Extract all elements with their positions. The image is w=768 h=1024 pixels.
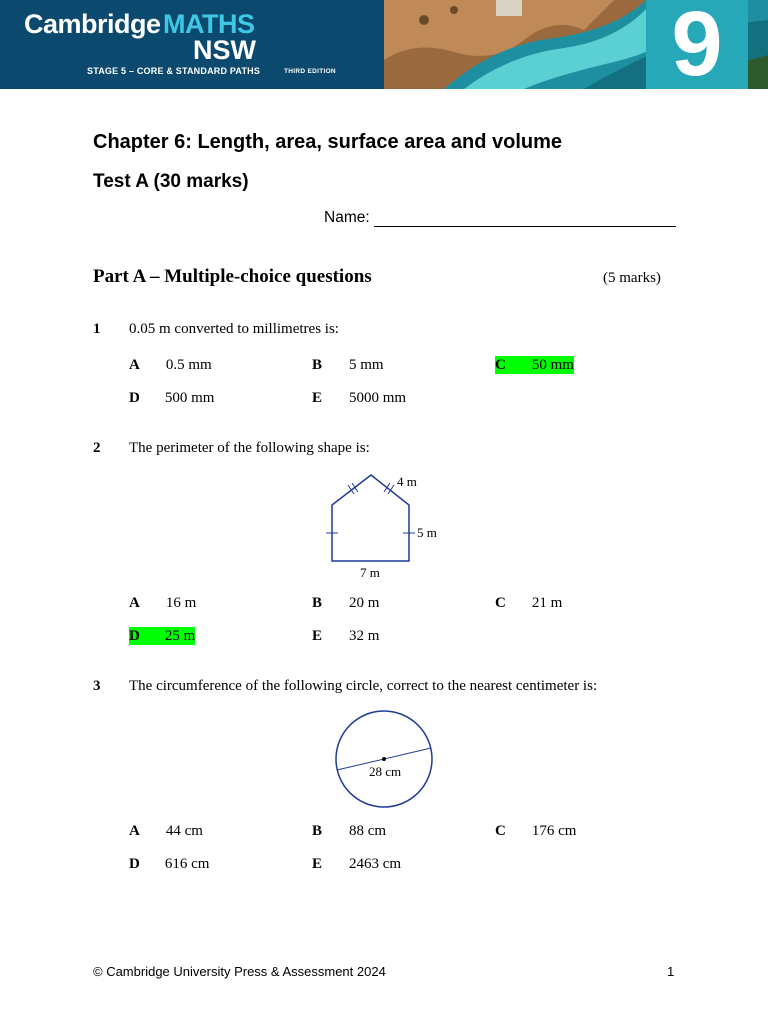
option-d[interactable] (129, 855, 209, 873)
option-value: 88 cm (349, 823, 387, 839)
option-value: 44 cm (165, 823, 203, 839)
question-text: The circumference of the following circle, correct to the nearest centimeter is: (129, 678, 598, 694)
option-value: 21 m (531, 595, 563, 611)
grade-number-tile: 9 (646, 0, 748, 89)
footer-copyright: © Cambridge University Press & Assessment 2024 (93, 964, 386, 979)
brand-nsw-text: NSW (193, 35, 256, 65)
option-d[interactable] (129, 389, 214, 407)
option-value: 25 m (164, 628, 196, 644)
option-letter: E (312, 390, 323, 406)
option-c[interactable] (495, 822, 576, 840)
option-c[interactable] (495, 594, 562, 612)
option-value: 616 cm (164, 856, 210, 872)
name-label: Name: (324, 209, 370, 226)
option-value: 20 m (349, 595, 380, 611)
option-letter: A (129, 595, 140, 611)
centre-point (382, 757, 386, 761)
option-b[interactable] (312, 356, 384, 374)
label-bottom-side: 7 m (360, 565, 380, 580)
option-b[interactable] (312, 822, 386, 840)
option-a[interactable] (129, 822, 203, 840)
option-letter: A (129, 823, 140, 839)
label-right-side: 5 m (417, 525, 437, 540)
option-b[interactable] (312, 594, 379, 612)
label-top-side: 4 m (397, 474, 417, 489)
brand-edition-text: THIRD EDITION (284, 68, 336, 75)
tick-mark (352, 483, 358, 492)
option-value: 176 cm (531, 823, 577, 839)
option-value: 5 mm (349, 357, 384, 373)
question-number: 1 (93, 321, 101, 337)
brand-stage-text: STAGE 5 – CORE & STANDARD PATHS (87, 66, 261, 76)
option-letter: A (129, 357, 140, 373)
option-letter: C (495, 823, 506, 839)
brand-maths-text: MATHS (163, 9, 255, 39)
option-letter: C (495, 595, 506, 611)
option-letter: B (312, 595, 323, 611)
option-letter: D (129, 628, 140, 644)
question-number: 3 (93, 678, 101, 694)
part-a-marks: (5 marks) (603, 270, 661, 286)
page-number: 1 (667, 964, 675, 979)
option-value: 16 m (165, 595, 197, 611)
test-title: Test A (30 marks) (93, 171, 249, 192)
option-value: 500 mm (164, 390, 215, 406)
option-value: 2463 cm (349, 856, 402, 872)
part-a-heading: Part A – Multiple-choice questions (93, 266, 372, 287)
circle-figure (330, 708, 440, 810)
option-value: 0.5 mm (165, 357, 212, 373)
option-letter: B (312, 357, 323, 373)
option-letter: D (129, 856, 140, 872)
option-a[interactable] (129, 594, 196, 612)
name-input-line[interactable] (374, 226, 676, 227)
option-e[interactable] (312, 627, 379, 645)
option-letter: E (312, 628, 323, 644)
option-a[interactable] (129, 356, 212, 374)
option-letter: D (129, 390, 140, 406)
option-value: 32 m (349, 628, 380, 644)
option-e[interactable] (312, 855, 401, 873)
diameter-label: 28 cm (369, 764, 402, 779)
option-value: 50 mm (531, 357, 574, 373)
question-number: 2 (93, 440, 101, 456)
option-letter: C (495, 357, 506, 373)
cover-banner (0, 0, 768, 89)
question-text: 0.05 m converted to millimetres is: (129, 321, 339, 337)
brand-cambridge-text: Cambridge (24, 9, 161, 39)
tick-mark (384, 483, 390, 492)
chapter-title: Chapter 6: Length, area, surface area and volume (93, 131, 563, 153)
option-value: 5000 mm (349, 390, 407, 406)
option-d-highlighted-answer[interactable] (129, 627, 195, 645)
option-e[interactable] (312, 389, 406, 407)
option-c-highlighted-answer[interactable] (495, 356, 574, 374)
option-letter: E (312, 856, 323, 872)
question-text: The perimeter of the following shape is: (129, 440, 370, 456)
pentagon-shape-figure (320, 470, 450, 582)
option-letter: B (312, 823, 323, 839)
